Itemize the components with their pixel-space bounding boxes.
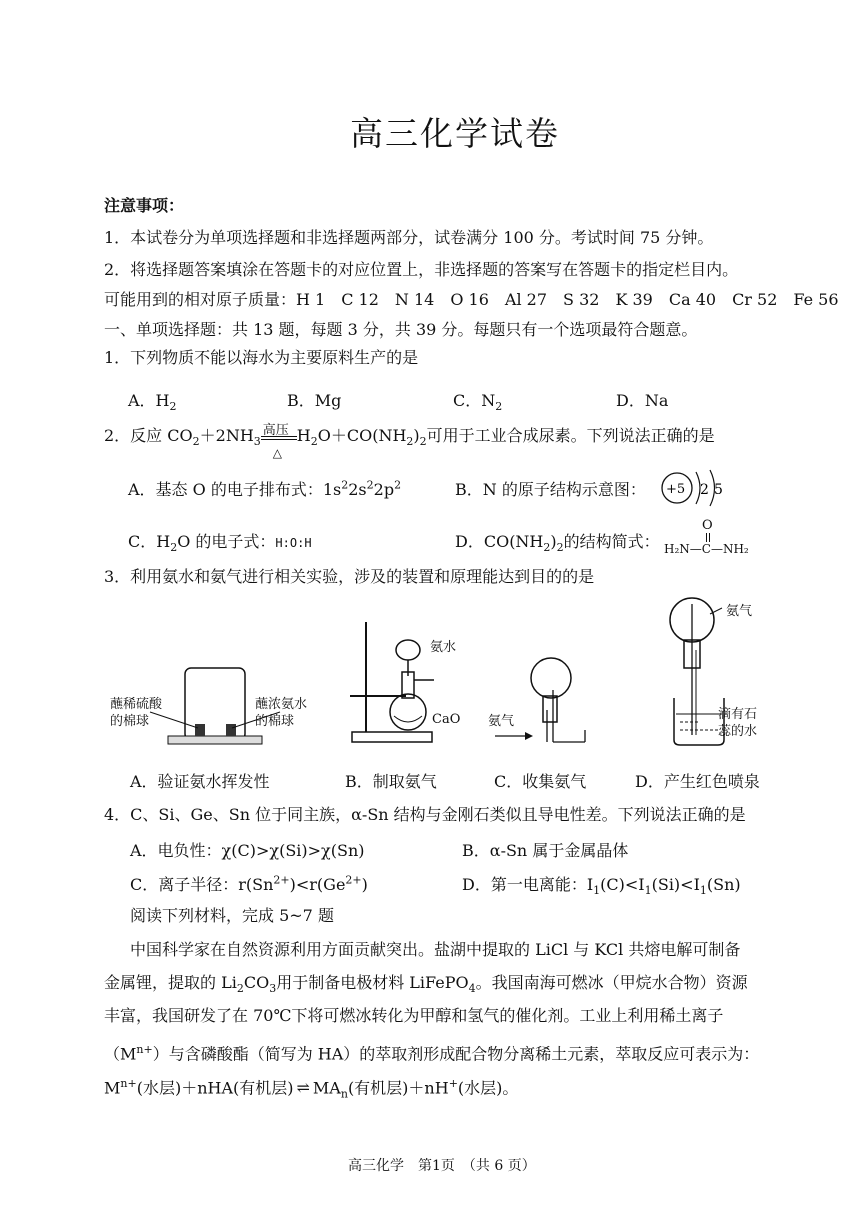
q2-option-b: B．N 的原子结构示意图： — [455, 480, 646, 499]
q1-option-b: B．Mg — [287, 391, 342, 410]
nucleus-label: +5 — [666, 482, 686, 497]
q4-option-b: B．α-Sn 属于金属晶体 — [462, 841, 629, 860]
q3-option-b: B．制取氨气 — [345, 772, 437, 791]
reading-line-2: 金属锂，提取的 $Li_2CO_3$用于制备电极材料 LiFePO$_4$。我国南海可燃冰（甲烷水合物）资源 — [104, 973, 748, 996]
reading-line-1: 中国科学家在自然资源利用方面贡献突出。盐湖中提取的 LiCl 与 KCl 共熔电解可制备 — [130, 940, 741, 959]
question-4-stem: 4．C、Si、Ge、Sn 位于同主族，α-Sn 结构与金刚石类似且导电性差。下列说法正确的是 — [104, 805, 746, 824]
q4-option-d: D．第一电离能：$I_1(C)<I_1(Si)<I_1(Sn)$ — [462, 875, 741, 898]
q3-option-d: D．产生红色喷泉 — [635, 772, 760, 791]
q4-option-a: A．电负性：χ(C)>χ(Si)>χ(Sn) — [130, 841, 365, 860]
atomic-masses: 可能用到的相对原子质量：H 1 C 12 N 14 O 16 Al 27 S 32 K 39 Ca 40 Cr 52 Fe 56 — [104, 290, 839, 309]
q2-option-c: C．$H_2O$ 的电子式：H:O:H — [128, 532, 312, 555]
urea-oxygen: O — [702, 518, 713, 533]
notice-item-1: 1．本试卷分为单项选择题和非选择题两部分，试卷满分 100 分。考试时间 75 分钟。 — [104, 228, 714, 247]
fig-a-right-label: 蘸浓氨水 的棉球 — [255, 697, 308, 729]
page-footer: 高三化学 第1页 （共 6 页） — [348, 1158, 536, 1174]
fig-b-top-label: 氨水 — [430, 640, 457, 655]
q3-option-c: C．收集氨气 — [494, 772, 587, 791]
fig-a-left-label: 蘸稀硫酸 的棉球 — [110, 697, 163, 729]
reading-line-3: 丰富，我国研发了在 70℃下将可燃冰转化为甲醇和氢气的催化剂。工业上利用稀土离子 — [104, 1006, 724, 1025]
fig-d-right-label: 滴有石 蕊的水 — [718, 707, 758, 739]
question-1-stem: 1．下列物质不能以海水为主要原料生产的是 — [104, 348, 419, 367]
reading-intro: 阅读下列材料，完成 5~7 题 — [130, 906, 334, 925]
fig-d-top-label: 氨气 — [726, 604, 753, 619]
urea-structure — [664, 518, 754, 558]
q3-option-a: A．验证氨水挥发性 — [130, 772, 270, 791]
reaction-condition-arrow: 高压 △ — [261, 434, 297, 440]
q1-option-a: A．$H_2$ — [128, 391, 177, 414]
reading-line-4: $(M^{n+})$与含磷酸酯（简写为 HA）的萃取剂形成配合物分离稀土元素，萃取反应可表示为： — [104, 1043, 760, 1064]
fig-b-bottom-label: CaO — [432, 712, 461, 727]
fig-c-label: 氨气 — [488, 714, 515, 729]
q1-option-c: C．$N_2$ — [453, 391, 503, 414]
electron-formula: H:O:H — [275, 536, 312, 550]
q1-option-d: D．Na — [616, 391, 669, 410]
extraction-equation: $M^{n+}$(水层)＋nHA(有机层) ⇌ $MA_n$(有机层)＋nH+(水层)。 — [104, 1077, 519, 1101]
q2-option-a: A．基态 O 的电子排布式：$1s^22s^22p^2$ — [128, 478, 402, 499]
urea-chain: H₂N—C—NH₂ — [664, 542, 749, 556]
section-heading: 一、单项选择题：共 13 题，每题 3 分，共 39 分。每题只有一个选项最符合题意。 — [104, 320, 698, 339]
double-bond — [706, 533, 710, 542]
figure-c-apparatus — [485, 650, 595, 750]
q4-option-c: C．离子半径：$r(Sn^{2+})<r(Ge^{2+})$ — [130, 873, 368, 894]
shell-1-electrons: 2 — [700, 482, 709, 498]
page-title: 高三化学试卷 — [350, 114, 560, 153]
question-3-stem: 3．利用氨水和氨气进行相关实验，涉及的装置和原理能达到目的的是 — [104, 567, 595, 586]
q2-option-d: D．$CO(NH_2)_2$的结构简式： — [455, 532, 660, 555]
question-2-stem: 2．反应 $CO_2+2NH_3$ 高压 △ $H_2O+CO(NH_2)_2$可用于工业合成尿素。下列说法正确的是 — [104, 422, 715, 460]
shell-2-electrons: 5 — [714, 482, 723, 498]
notice-heading: 注意事项： — [104, 196, 185, 215]
notice-item-2: 2．将选择题答案填涂在答题卡的对应位置上，非选择题的答案写在答题卡的指定栏目内。 — [104, 260, 739, 279]
atomic-structure-diagram — [658, 466, 728, 510]
